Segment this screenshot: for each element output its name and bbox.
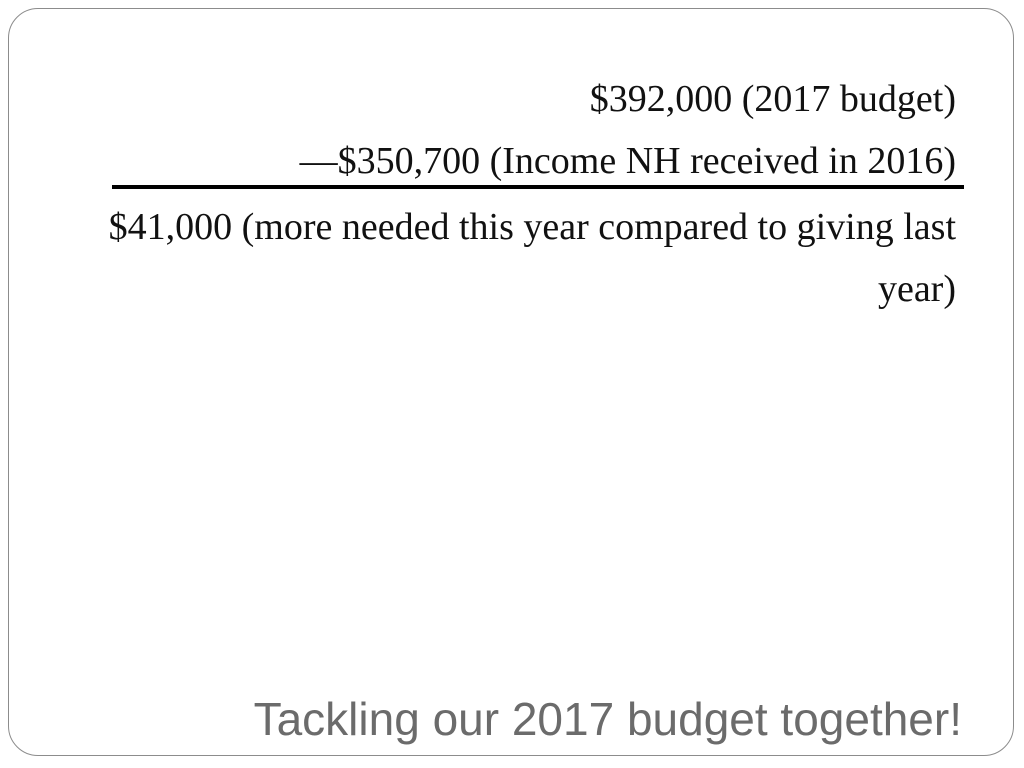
subtraction-rule [112,185,964,189]
budget-line: $392,000 (2017 budget) [589,78,956,120]
needed-line: $41,000 (more needed this year compared to giving last year) [108,206,956,310]
income-line: —$350,700 (Income NH received in 2016) [299,140,956,182]
budget-calculation [96,68,956,320]
slide-title: Tackling our 2017 budget together! [253,693,962,745]
